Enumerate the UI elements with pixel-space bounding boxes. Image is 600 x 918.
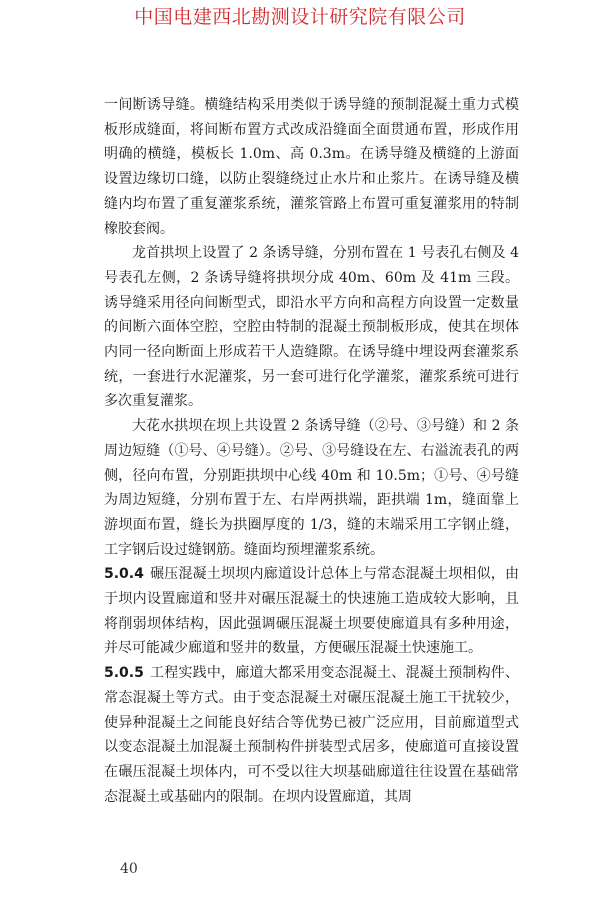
section-number: 5.0.5 bbox=[104, 665, 144, 682]
body-text bbox=[104, 93, 519, 809]
section-5-0-4 bbox=[104, 562, 519, 661]
paragraph-text: 一间断诱导缝。横缝结构采用类似于诱导缝的预制混凝土重力式模板形成缝面，将间断布置方式改成沿缝面全面贯通布置，形成作用明确的横缝，模板长 1.0m、高 0.3m。在诱导缝及横缝的上游面设置边缘切口缝，以防止裂缝绕过止水片和止浆片。在诱导缝及横缝内均布置了重复灌浆系统，灌浆管路上布置可重复灌浆用的特制橡胶套阀。 bbox=[104, 97, 519, 237]
paragraph-longshou-dam bbox=[104, 241, 519, 414]
page-number: 40 bbox=[120, 861, 138, 877]
paragraph-text: 龙首拱坝上设置了 2 条诱导缝，分别布置在 1 号表孔右侧及 4 号表孔左侧，2 条诱导缝将拱坝分成 40m、60m 及 41m 三段。诱导缝采用径向间断型式，即沿水平方向和高程方向设置一定数量的间断六面体空腔，空腔由特制的混凝土预制板形成，使其在坝体内同一径向断面上形成若干人造缝隙。在诱导缝中埋设两套灌浆系统，一套进行水泥灌浆，另一套可进行化学灌浆，灌浆系统可进行多次重复灌浆。 bbox=[104, 245, 519, 410]
paragraph-text: 碾压混凝土坝坝内廊道设计总体上与常态混凝土坝相似，由于坝内设置廊道和竖井对碾压混凝土的快速施工造成较大影响，且将削弱坝体结构，因此强调碾压混凝土坝要使廊道具有多种用途，并尽可能减少廊道和竖井的数量，方便碾压混凝土快速施工。 bbox=[104, 566, 519, 657]
paragraph-text: 大花水拱坝在坝上共设置 2 条诱导缝（②号、③号缝）和 2 条周边短缝（①号、④号缝）。②号、③号缝设在左、右溢流表孔的两侧，径向布置，分别距拱坝中心线 40m 和 10.5m；①号、④号缝为周边短缝，分别布置于左、右岸两拱端，距拱端 1m，缝面靠上游坝面布置，缝长为拱圈厚度的 1/3，缝的末端采用工字钢止缝，工字钢后设过缝钢筋。缝面均预埋灌浆系统。 bbox=[104, 418, 519, 558]
section-number: 5.0.4 bbox=[104, 566, 144, 583]
section-5-0-5 bbox=[104, 661, 519, 809]
paragraph-dahuashui-dam bbox=[104, 414, 519, 562]
paragraph-continuation bbox=[104, 93, 519, 241]
paragraph-text: 工程实践中，廊道大都采用变态混凝土、混凝土预制构件、常态混凝土等方式。由于变态混凝土对碾压混凝土施工干扰较少，使异种混凝土之间能良好结合等优势已被广泛应用，目前廊道型式以变态混凝土加混凝土预制构件拼装型式居多，使廊道可直接设置在碾压混凝土坝体内，可不受以往大坝基础廊道往往设置在基础常态混凝土或基础内的限制。在坝内设置廊道，其周 bbox=[104, 665, 519, 805]
page-header: 中国电建西北勘测设计研究院有限公司 bbox=[134, 6, 466, 28]
